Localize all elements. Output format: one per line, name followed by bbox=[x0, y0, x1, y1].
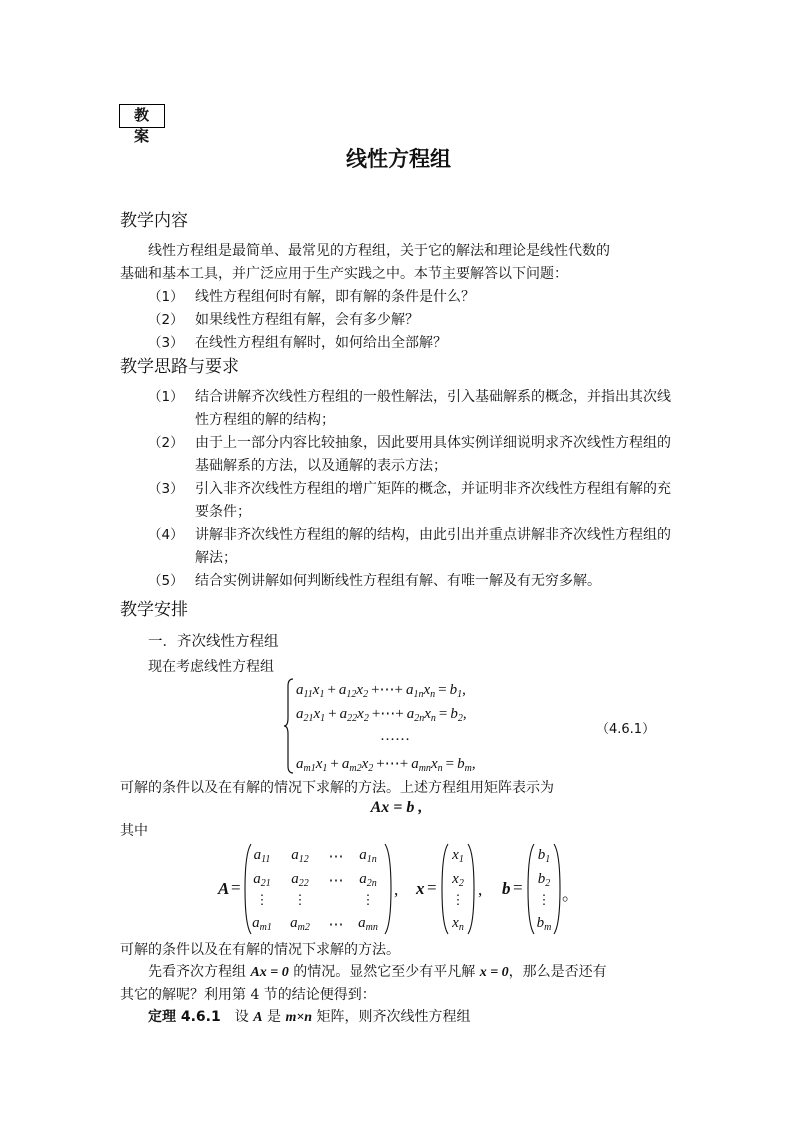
right-paren-icon bbox=[467, 843, 475, 935]
item-number: （2） bbox=[148, 312, 184, 328]
item-text: 讲解非齐次线性方程组的解的结构，由此引出并重点讲解非齐次线性方程组的解法； bbox=[195, 527, 671, 566]
item-text: 引入非齐次线性方程组的增广矩阵的概念，并证明非齐次线性方程组有解的充要条件； bbox=[195, 481, 671, 520]
vector-b-label: b bbox=[502, 879, 511, 898]
theorem: 定理 4.6.1 设 A 是 m×n 矩阵，则齐次线性方程组 bbox=[148, 1009, 471, 1025]
right-paren-icon bbox=[553, 843, 561, 935]
matrix-definitions: A = $a_{11}$ $a_{12}$ ⋯ $a_{1n}$ $a_{21}$ $a_{22}$ ⋯ $a_{2n}$ ⋮ ⋮ ⋮ $a_{m1}$ $a_{m2}$ ⋯ $a_{mn}$ , x = $x_1$ $x_2$ ⋮ $x_n$ , b = $b_1$ $b_2$ ⋮ $b_m$ 。 bbox=[0, 843, 793, 938]
theorem-label: 定理 4.6.1 bbox=[148, 1009, 221, 1025]
list-item bbox=[148, 432, 676, 478]
homogeneous-paragraph bbox=[120, 961, 676, 1007]
intro-paragraph bbox=[120, 240, 676, 286]
item-number: （3） bbox=[148, 335, 184, 351]
section-heading-arrangement: 教学安排 bbox=[120, 600, 188, 620]
intro-line-2: 基础和基本工具，并广泛应用于生产实践之中。本节主要解答以下问题： bbox=[120, 266, 568, 282]
list-item bbox=[148, 386, 676, 432]
matrix-form-intro: 可解的条件以及在有解的情况下求解的方法。上述方程组用矩阵表示为 bbox=[120, 780, 554, 796]
item-text: 由于上一部分内容比较抽象，因此要用具体实例详细说明求齐次线性方程组的基础解系的方法，以及通解的表示方法； bbox=[195, 435, 671, 474]
system-lead: 现在考虑线性方程组 bbox=[148, 659, 274, 675]
left-brace-icon bbox=[284, 678, 294, 774]
item-number: （2） bbox=[148, 435, 184, 451]
list-item bbox=[148, 309, 676, 332]
item-number: （5） bbox=[148, 573, 184, 589]
matrix-A-label: A bbox=[218, 879, 230, 898]
item-number: （1） bbox=[148, 389, 184, 405]
list-item bbox=[148, 286, 676, 309]
item-text: 结合讲解齐次线性方程组的一般性解法，引入基础解系的概念，并指出其次线性方程组的解的结构； bbox=[195, 389, 671, 428]
equation-number: （4.6.1） bbox=[596, 722, 656, 737]
equation-row-2: $a_{21}x_1 + a_{22}x_2$ +⋯+ $a_{2n}x_n = b_2$, bbox=[296, 706, 467, 724]
vector-x-label: x bbox=[416, 879, 425, 898]
item-number: （4） bbox=[148, 527, 184, 543]
where-label: 其中 bbox=[120, 823, 148, 839]
homogeneous-line-2: 其它的解呢？利用第 4 节的结论便得到： bbox=[120, 987, 376, 1003]
item-text: 线性方程组何时有解，即有解的条件是什么？ bbox=[195, 289, 475, 305]
equation-ellipsis: …… bbox=[380, 728, 410, 744]
item-number: （1） bbox=[148, 289, 184, 305]
item-number: （3） bbox=[148, 481, 184, 497]
list-item bbox=[148, 570, 676, 593]
subsection-heading: 一．齐次线性方程组 bbox=[148, 634, 279, 650]
item-text: 结合实例讲解如何判断线性方程组有解、有唯一解及有无穷多解。 bbox=[195, 573, 601, 589]
section-heading-content: 教学内容 bbox=[120, 211, 188, 231]
list-item bbox=[148, 332, 676, 355]
homogeneous-line-1: 先看齐次方程组 Ax = 0 的情况。显然它至少有平凡解 x = 0，那么是否还有 bbox=[148, 964, 607, 980]
equation-row-1: $a_{11}x_1 + a_{12}x_2$ +⋯+ $a_{1n}x_n = b_1$, bbox=[296, 682, 466, 700]
matrix-equation: Ax = b , bbox=[370, 799, 423, 816]
repeat-line: 可解的条件以及在有解的情况下求解的方法。 bbox=[120, 942, 400, 958]
requirement-list bbox=[148, 386, 676, 593]
equation-system bbox=[284, 678, 514, 776]
item-text: 如果线性方程组有解，会有多少解？ bbox=[195, 312, 419, 328]
page-title: 线性方程组 bbox=[346, 147, 451, 171]
question-list bbox=[148, 286, 676, 355]
section-heading-approach: 教学思路与要求 bbox=[120, 357, 239, 377]
list-item bbox=[148, 478, 676, 524]
item-text: 在线性方程组有解时，如何给出全部解？ bbox=[195, 335, 447, 351]
intro-line-1: 线性方程组是最简单、最常见的方程组，关于它的解法和理论是线性代数的 bbox=[148, 243, 610, 259]
lesson-plan-tag: 教 案 bbox=[119, 104, 165, 128]
list-item bbox=[148, 524, 676, 570]
equation-row-m: $a_{m1}x_1 + a_{m2}x_2$ +⋯+ $a_{mn}x_n = b_m$, bbox=[296, 756, 476, 774]
right-paren-icon bbox=[384, 843, 392, 935]
